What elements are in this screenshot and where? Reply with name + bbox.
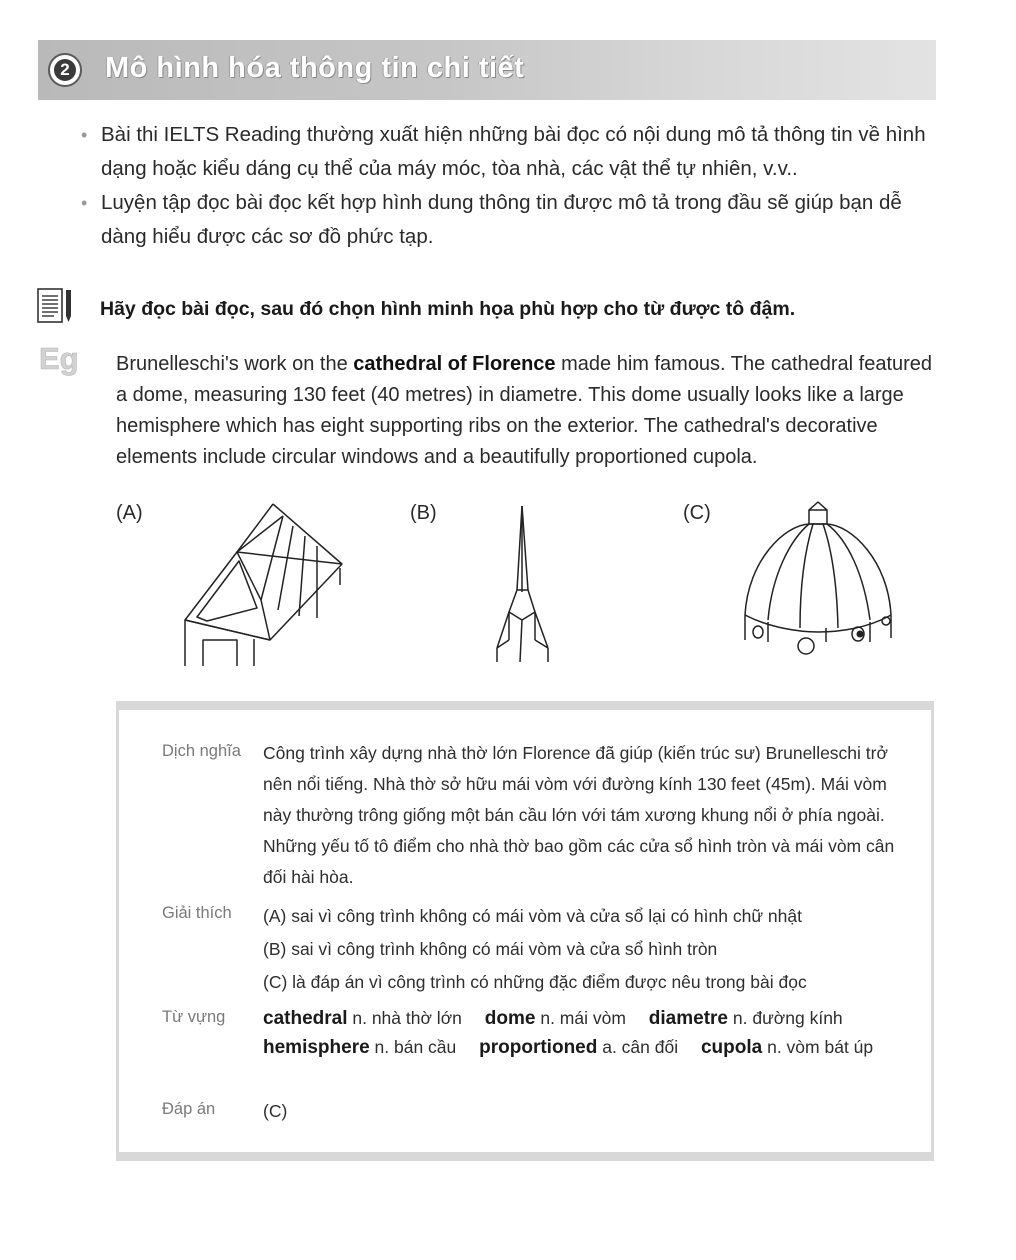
vocab-item	[479, 1037, 678, 1057]
passage-text-after: made him famous. The cathedral featured a dome, measuring 130 feet (40 metres) in diametre. This dome usually looks like a large hemisphere which has eight supporting ribs on the exterior. The cathedral's decorative elements include circular windows and a beautifully proportioned cupola.	[116, 353, 933, 468]
vocabulary-list	[263, 1004, 903, 1062]
dome-outline	[745, 524, 891, 615]
answer-value: (C)	[263, 1101, 288, 1121]
bullet-item	[78, 118, 948, 186]
round-window	[798, 638, 814, 654]
roof-front-outline	[185, 552, 342, 640]
dome-c-illustration	[740, 500, 900, 660]
vocab-item	[263, 1037, 456, 1057]
vocab-meaning: n. bán cầu	[374, 1037, 457, 1057]
vocabulary-line	[263, 1033, 903, 1062]
bullet-text: Bài thi IELTS Reading thường xuất hiện những bài đọc có nội dung mô tả thông tin về hình dạng hoặc kiểu dáng cụ thể của máy móc, tòa nhà, các vật thể tự nhiên, v.v..	[101, 123, 926, 180]
passage-bold-term: cathedral of Florence	[353, 353, 556, 375]
spire-b-illustration	[487, 500, 557, 670]
door-outline	[203, 640, 237, 666]
vocab-word: cathedral	[263, 1008, 348, 1029]
round-window	[753, 626, 763, 638]
eg-badge-text: Eg	[39, 342, 79, 376]
passage-text-before: Brunelleschi's work on the	[116, 353, 354, 375]
explanation-list	[263, 900, 903, 999]
cupola-lantern	[809, 510, 827, 524]
vocabulary-line	[263, 1004, 903, 1033]
explanation-item-c: (C) là đáp án vì công trình có những đặc điểm được nêu trong bài đọc	[263, 972, 807, 992]
explanation-item-a: (A) sai vì công trình không có mái vòm và cửa sổ lại có hình chữ nhật	[263, 906, 802, 926]
explanation-item-b: (B) sai vì công trình không có mái vòm và cửa sổ hình tròn	[263, 939, 718, 959]
answer-label: Đáp án	[162, 1100, 216, 1118]
vocab-word: hemisphere	[263, 1037, 370, 1058]
eg-badge-icon	[38, 342, 90, 376]
bullet-list	[78, 118, 948, 254]
vocab-word: proportioned	[479, 1037, 598, 1058]
section-number-badge	[48, 53, 82, 87]
instruction-text: Hãy đọc bài đọc, sau đó chọn hình minh họa phù hợp cho từ được tô đậm.	[100, 298, 796, 320]
section-title: Mô hình hóa thông tin chi tiết	[105, 52, 525, 84]
option-label-c: (C)	[683, 502, 711, 524]
option-label-b: (B)	[410, 502, 437, 524]
roof-window	[197, 561, 257, 621]
vocab-word: diametre	[648, 1008, 728, 1029]
section-number: 2	[54, 59, 76, 81]
vocab-item	[701, 1037, 873, 1057]
vocab-meaning: n. đường kính	[732, 1008, 843, 1028]
bullet-item	[78, 186, 948, 254]
vocab-meaning: n. mái vòm	[540, 1008, 626, 1028]
bullet-text: Luyện tập đọc bài đọc kết hợp hình dung thông tin được mô tả trong đầu sẽ giúp bạn dễ dàng hiểu được các sơ đồ phức tạp.	[101, 191, 902, 248]
translation-text: Công trình xây dựng nhà thờ lớn Florence đã giúp (kiến trúc sư) Brunelleschi trở nên nổi tiếng. Nhà thờ sở hữu mái vòm với đường kính 130 feet (45m). Mái vòm này thường trông giống một bán cầu lớn với tám xương khung nổi ở phía ngoài. Những yếu tố tô điểm cho nhà thờ bao gồm các cửa sổ hình tròn và mái vòm cân đối hài hòa.	[263, 743, 895, 887]
option-label-a: (A)	[116, 502, 143, 524]
vocab-meaning: n. nhà thờ lớn	[352, 1008, 462, 1028]
vocab-word: dome	[484, 1008, 536, 1029]
bullet-dot-icon: •	[81, 125, 88, 145]
vocab-meaning: n. vòm bát úp	[767, 1037, 874, 1057]
vocab-item	[485, 1008, 626, 1028]
vocab-word: cupola	[700, 1037, 763, 1058]
bullet-dot-icon: •	[81, 193, 88, 213]
vocab-item	[263, 1008, 462, 1028]
translation-label: Dịch nghĩa	[162, 742, 241, 760]
reading-passage	[116, 349, 946, 473]
vocab-meaning: a. cân đối	[602, 1037, 679, 1057]
building-a-illustration	[165, 500, 355, 675]
spire-base	[509, 590, 535, 620]
vocabulary-label: Từ vựng	[162, 1008, 226, 1026]
document-pencil-icon	[36, 288, 76, 324]
vocab-item	[649, 1008, 843, 1028]
explanation-label: Giải thích	[162, 904, 232, 922]
